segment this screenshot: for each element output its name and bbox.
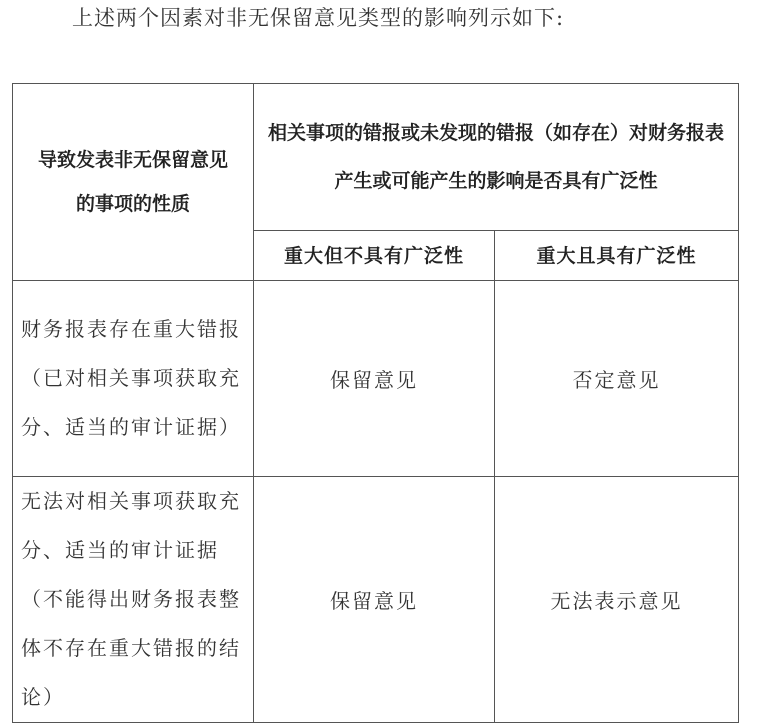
row-label-insufficient-evidence: 无法对相关事项获取充分、适当的审计证据（不能得出财务报表整体不存在重大错报的结论） [13,477,254,723]
opinion-qualified: 保留意见 [254,477,495,723]
header-material-not-pervasive: 重大但不具有广泛性 [254,231,495,281]
audit-opinion-table [12,83,739,723]
table-row [13,281,739,477]
header-pervasiveness: 相关事项的错报或未发现的错报（如存在）对财务报表产生或可能产生的影响是否具有广泛性 [254,84,739,231]
intro-text: 上述两个因素对非无保留意见类型的影响列示如下: [72,6,565,30]
header-matter-nature: 导致发表非无保留意见的事项的性质 [13,84,254,281]
opinion-adverse: 否定意见 [495,281,739,477]
table-header-row [13,84,739,231]
opinion-disclaimer: 无法表示意见 [495,477,739,723]
header-material-and-pervasive: 重大且具有广泛性 [495,231,739,281]
table-row [13,477,739,723]
row-label-material-misstatement: 财务报表存在重大错报（已对相关事项获取充分、适当的审计证据） [13,281,254,477]
opinion-qualified: 保留意见 [254,281,495,477]
